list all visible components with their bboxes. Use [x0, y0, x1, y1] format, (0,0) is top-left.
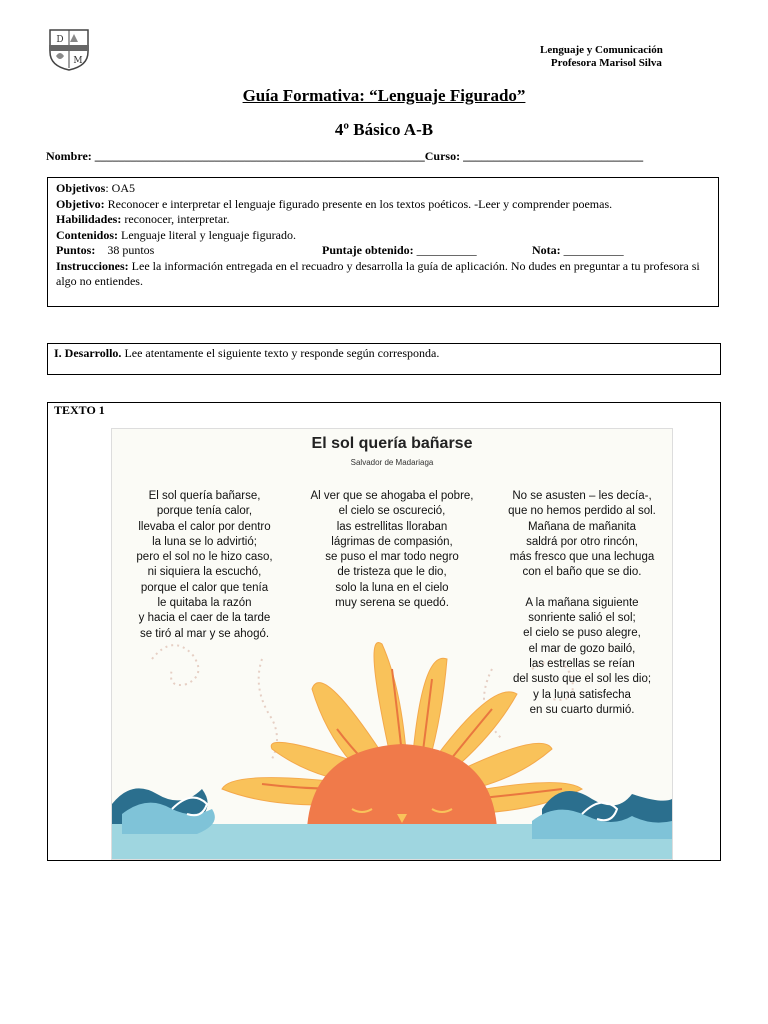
logo-letter-d: D: [56, 35, 64, 45]
name-course-field: Nombre: _______________________________________________________Curso: ______________________________: [46, 149, 644, 163]
poem-line: y la luna satisfecha: [533, 688, 631, 701]
poem-line: se tiró al mar y se ahogó.: [139, 627, 270, 640]
poem-line: y hacia el caer de la tarde: [138, 612, 271, 625]
poem-column-3: [497, 489, 667, 718]
poem-line: solo la luna en el cielo: [335, 581, 449, 594]
texto1-label: TEXTO 1: [54, 403, 105, 417]
poem-author: Salvador de Madariaga: [350, 458, 434, 467]
poem-line: lágrimas de compasión,: [331, 535, 453, 548]
poem-line: sonriente salió el sol;: [528, 612, 636, 625]
objetivos-label: Objetivos: [56, 181, 106, 195]
objetivo-label: Objetivo:: [56, 196, 105, 211]
poem-line: de tristeza que le dio,: [337, 566, 447, 579]
texto1-box: [47, 402, 721, 861]
poem-line: muy serena se quedó.: [335, 597, 449, 610]
poem-line: saldrá por otro rincón,: [526, 535, 638, 548]
desarrollo-label: I. Desarrollo.: [54, 346, 122, 360]
instrucciones-label: Instrucciones:: [56, 258, 129, 273]
desarrollo-text: Lee atentamente el siguiente texto y responde según corresponda.: [121, 346, 440, 360]
poem-line: las estrellas se reían: [529, 657, 635, 670]
poem-line: el mar de gozo bailó,: [528, 642, 636, 655]
poem-line: con el baño que se dio.: [522, 566, 642, 579]
contenidos-label: Contenidos:: [56, 227, 119, 242]
poem-line: que no hemos perdido al sol.: [508, 505, 656, 518]
poem-line: las estrellitas lloraban: [336, 520, 448, 533]
poem-line: El sol quería bañarse,: [148, 490, 261, 502]
contenidos-value: Lenguaje literal y lenguaje figurado.: [118, 227, 296, 242]
objetivo-value: Reconocer e interpretar el lenguaje figurado presente en los textos poéticos. -Leer y comprender poemas.: [104, 196, 613, 211]
objetivos-value: : OA5: [105, 181, 136, 195]
poem-line: del susto que el sol les dio;: [512, 673, 652, 686]
poem-line: en su cuarto durmió.: [529, 703, 635, 716]
habilidades-label: Habilidades:: [56, 212, 122, 226]
teacher-label: Profesora Marisol Silva: [550, 57, 662, 69]
puntos-value: 38 puntos: [107, 243, 155, 257]
poem-line: más fresco que una lechuga: [509, 551, 655, 564]
poem-line: A la mañana siguiente: [525, 596, 639, 609]
habilidades-value: reconocer, interpretar.: [121, 212, 230, 226]
school-logo: [46, 26, 92, 72]
poem-line: le quitaba la razón: [157, 597, 252, 610]
poem-line: Al ver que se ahogaba el pobre,: [310, 490, 474, 502]
poem-line: llevaba el calor por dentro: [138, 520, 271, 533]
poem-column-1: [117, 489, 292, 642]
nota-label: Nota:: [532, 243, 561, 257]
poem-line: porque tenía calor,: [156, 505, 253, 518]
puntaje-label: Puntaje obtenido:: [322, 243, 414, 257]
instrucciones-value: Lee la información entregada en el recuadro y desarrolla la guía de aplicación. No dudes en preguntar a tu profesora si algo no entiendes.: [56, 258, 700, 288]
poem-line: ni siquiera la escuchó,: [147, 566, 262, 579]
logo-letter-m: M: [73, 56, 83, 66]
desarrollo-box: [47, 343, 721, 375]
poem-poster: [111, 428, 673, 860]
objectives-box: [47, 177, 719, 307]
poem-line: No se asusten – les decía-,: [512, 490, 652, 502]
poem-line: el cielo se oscureció,: [338, 505, 446, 518]
subject-label: Lenguaje y Comunicación: [540, 44, 663, 56]
page-title: Guía Formativa: “Lenguaje Figurado”: [242, 86, 526, 105]
puntos-label: Puntos:: [56, 243, 96, 257]
poem-title: El sol quería bañarse: [311, 435, 473, 452]
poem-line: pero el sol no le hizo caso,: [136, 551, 273, 564]
poem-line: Mañana de mañanita: [527, 520, 637, 533]
grade-title: 4º Básico A-B: [334, 120, 434, 139]
header-info: [540, 44, 663, 70]
poem-line: se puso el mar todo negro: [325, 551, 459, 564]
nota-value: __________: [560, 243, 624, 257]
poem-line: la luna se lo advirtió;: [152, 535, 257, 548]
puntaje-value: __________: [413, 243, 477, 257]
poem-line: porque el calor que tenía: [140, 581, 269, 594]
poem-column-2: [297, 489, 487, 611]
poem-line: el cielo se puso alegre,: [523, 627, 641, 640]
